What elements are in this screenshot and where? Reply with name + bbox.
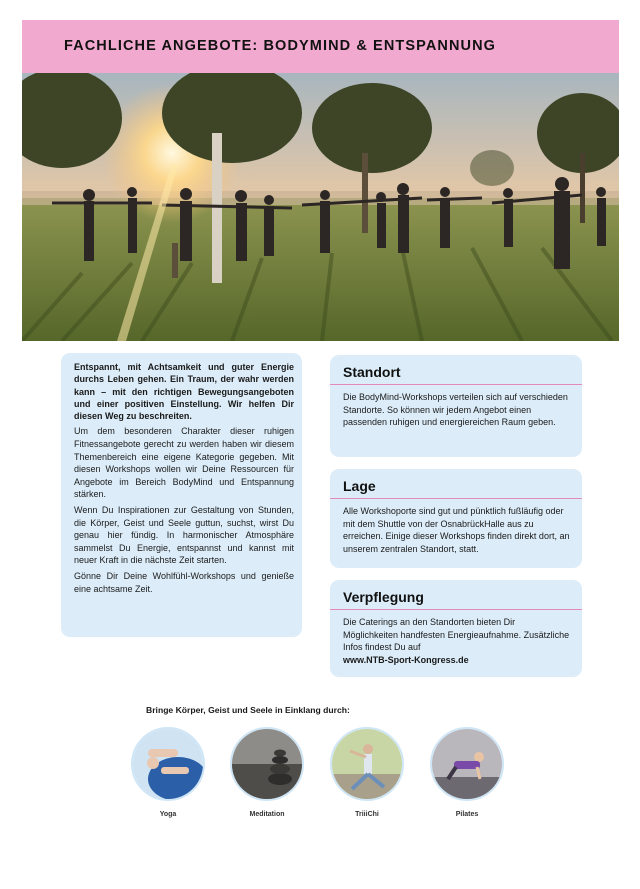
verpflegung-box — [330, 580, 582, 677]
lage-box — [330, 469, 582, 568]
activity-pilates — [430, 727, 504, 818]
intro-paragraph: Um dem besonderen Charakter dieser ruhigen Fitnessangebote gerecht zu werden haben wir diesem Themenbereich eine eigene Kategorie gegeben. Mit diesen Workshops wollen wir Deine Ressourcen für Angebote im Bereich BodyMind und Entspannung stärken. — [74, 426, 294, 500]
standort-box — [330, 355, 582, 457]
lage-title: Lage — [330, 469, 582, 499]
yoga-label: Yoga — [159, 811, 177, 818]
standort-text: Die BodyMind-Workshops verteilen sich auf verschieden Standorte. So können wir jedem Angebot einen passenden ruhigen und energiereichen Raum geben. — [343, 392, 568, 428]
lage-text: Alle Workshoporte sind gut und pünktlich fußläufig oder mit dem Shuttle von der OsnabrückHalle aus zu erreichen. Einige dieser Workshops finden direkt dort, an unserem zentralen Standort, statt. — [343, 506, 570, 554]
verpflegung-title: Verpflegung — [330, 580, 582, 610]
activity-trichi — [330, 727, 404, 818]
intro-paragraph: Gönne Dir Deine Wohlfühl-Workshops und genieße eine achtsame Zeit. — [74, 571, 294, 594]
standort-title: Standort — [330, 355, 582, 385]
header-banner — [22, 20, 619, 73]
website-link[interactable]: www.NTB-Sport-Kongress.de — [343, 654, 469, 665]
activities-heading: Bringe Körper, Geist und Seele in Einklang durch: — [146, 705, 350, 715]
verpflegung-text — [330, 610, 582, 666]
intro-paragraph: Wenn Du Inspirationen zur Gestaltung von Stunden, die Körper, Geist und Seele guttun, suchst, wirst Du genau hier fündig. In harmonischer Atmosphäre sammelst Du Energie, entspannst und kannst mit neuer Kraft in die nächste Zeit starten. — [74, 505, 294, 566]
trichi-label: TriiiChi — [355, 811, 379, 818]
activity-yoga — [131, 727, 205, 818]
pilates-label: Pilates — [455, 811, 479, 818]
activity-meditation — [230, 727, 304, 818]
verpflegung-body: Die Caterings an den Standorten bieten Dir Möglichkeiten handfesten Energieaufnahme. Zusätzliche Infos findest Du auf — [343, 617, 570, 653]
page-title: FACHLICHE ANGEBOTE: BODYMIND & ENTSPANNUNG — [64, 38, 497, 54]
meditation-label: Meditation — [249, 811, 285, 818]
hero-photo — [22, 73, 619, 341]
meditation-image — [230, 727, 304, 801]
trichi-image — [330, 727, 404, 801]
pilates-image — [430, 727, 504, 801]
intro-lead: Entspannt, mit Achtsamkeit und guter Energie durchs Leben gehen. Ein Traum, der wahr werden kann – mit den richtigen Bewegungsangeboten und einer positiven Einstellung. Wir helfen Dir diesen Weg zu beschreiten. — [74, 362, 294, 422]
intro-box — [61, 353, 302, 637]
yoga-image — [131, 727, 205, 801]
